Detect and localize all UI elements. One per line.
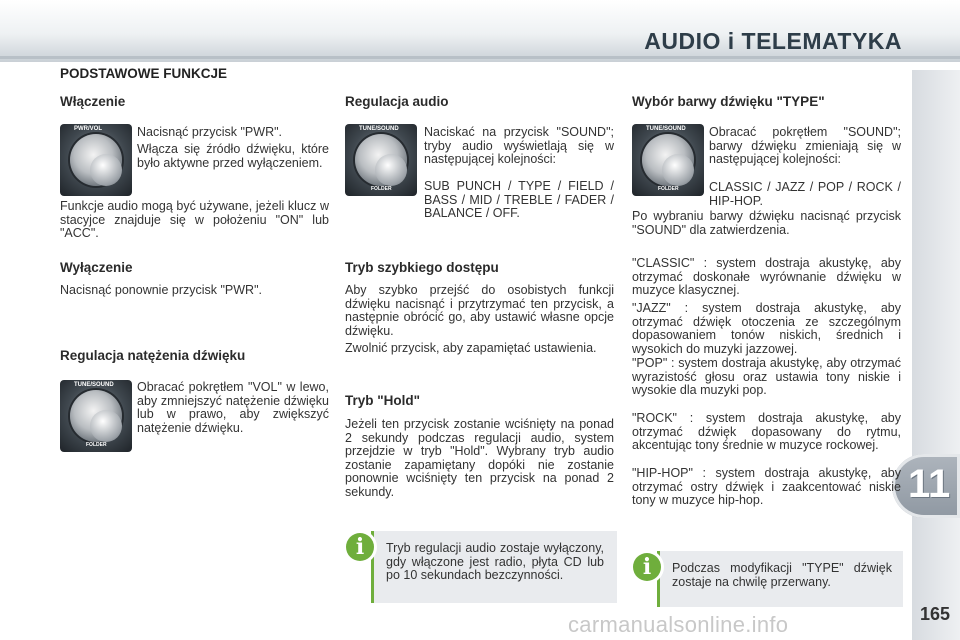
wylaczenie-text: Nacisnąć ponownie przycisk "PWR". — [60, 283, 262, 297]
heading-tryb-szybkiego: Tryb szybkiego dostępu — [345, 260, 499, 275]
section-title: PODSTAWOWE FUNKCJE — [60, 66, 228, 81]
heading-wybor-barwy: Wybór barwy dźwięku "TYPE" — [632, 94, 825, 109]
heading-regulacja-audio: Regulacja audio — [345, 94, 449, 109]
wybor-barwy-text-1: Obracać pokrętłem "SOUND"; barwy dźwięku zmieniają się w następującej kolejności: — [709, 125, 901, 166]
type-rock-text: "ROCK" : system dostraja akustykę, aby otrzymać dźwięk dopasowany do rytmu, akcentując tony średnie w muzyce rockowej. — [632, 411, 901, 452]
wlaczenie-text-2: Włącza się źródło dźwięku, które było aktywne przed wyłączeniem. — [137, 142, 329, 170]
type-hiphop-text: "HIP-HOP" : system dostraja akustykę, aby otrzymać ostry dźwięk i zaakcentować niskie tony w muzyce hip-hop. — [632, 466, 901, 507]
type-classic-text: "CLASSIC" : system dostraja akustykę, aby otrzymać doskonałe wyrównanie dźwięku w muzyce klasycznej. — [632, 256, 901, 297]
tune-sound-knob-icon — [632, 124, 704, 196]
knob-label-folder: FOLDER — [371, 186, 392, 192]
wlaczenie-text-3: Funkcje audio mogą być używane, jeżeli klucz w stacyjce znajduje się w położeniu "ON" lub "ACC". — [60, 199, 329, 240]
type-pop-text: "POP" : system dostraja akustykę, aby otrzymać wyrazistość głosu oraz ustawia tony niskie i wysokie dla muzyki pop. — [632, 356, 901, 397]
knob-label: PWR/VOL — [74, 126, 102, 132]
watermark: carmanualsonline.info — [568, 612, 789, 637]
regulacja-audio-text-1: Naciskać na przycisk "SOUND"; tryby audio wyświetlają się w następującej kolejności: — [424, 125, 614, 166]
heading-wylaczenie: Wyłączenie — [60, 260, 133, 275]
info-icon: i — [633, 553, 661, 581]
knob-label-folder: FOLDER — [86, 442, 107, 448]
heading-wlaczenie: Włączenie — [60, 94, 126, 109]
knob-label: TUNE/SOUND — [359, 126, 399, 132]
type-jazz-text: "JAZZ" : system dostraja akustykę, aby otrzymać dźwięk otoczenia ze szczególnym dopasowaniem tonów niskich, średnich i wysokich do muzyki jazzowej. — [632, 301, 901, 356]
tune-sound-knob-icon — [345, 124, 417, 196]
page-number: 165 — [920, 604, 951, 624]
tune-sound-knob-icon — [60, 380, 132, 452]
wlaczenie-text-1: Nacisnąć przycisk "PWR". — [137, 125, 283, 139]
regulacja-natezenia-text: Obracać pokrętłem "VOL" w lewo, aby zmniejszyć natężenie dźwięku lub w prawo, aby zwiększyć natężenie dźwięku. — [137, 380, 329, 435]
info-icon: i — [346, 533, 374, 561]
wybor-barwy-text-3: Po wybraniu barwy dźwięku nacisnąć przycisk "SOUND" dla zatwierdzenia. — [632, 209, 901, 237]
regulacja-audio-text-2: SUB PUNCH / TYPE / FIELD / BASS / MID / TREBLE / FADER / BALANCE / OFF. — [424, 179, 614, 220]
info-text: Tryb regulacji audio zostaje wyłączony, gdy włączone jest radio, płyta CD lub po 10 sekundach bezczynności. — [386, 541, 604, 582]
knob-label-folder: FOLDER — [658, 186, 679, 192]
chapter-number: 11 — [908, 462, 951, 506]
page-title: AUDIO i TELEMATYKA — [644, 28, 902, 54]
pwr-vol-knob-icon — [60, 124, 132, 196]
tryb-hold-text: Jeżeli ten przycisk zostanie wciśnięty na ponad 2 sekundy podczas regulacji audio, system przejdzie w tryb "Hold". Wybrany tryb audio zostanie zapamiętany dopóki nie zostanie ponownie wciśnięty ten przycisk na ponad 2 sekundy. — [345, 417, 614, 499]
heading-regulacja-natezenia: Regulacja natężenia dźwięku — [60, 348, 246, 363]
wybor-barwy-text-2: CLASSIC / JAZZ / POP / ROCK / HIP-HOP. — [709, 180, 901, 208]
knob-label: TUNE/SOUND — [74, 382, 114, 388]
tryb-szybkiego-text-2: Zwolnić przycisk, aby zapamiętać ustawienia. — [345, 341, 597, 355]
header-divider — [0, 56, 960, 59]
knob-label: TUNE/SOUND — [646, 126, 686, 132]
side-bar — [912, 70, 960, 640]
tryb-szybkiego-text-1: Aby szybko przejść do osobistych funkcji dźwięku nacisnąć i przytrzymać ten przycisk, a następnie obrócić go, aby ustawić własne opcje dźwięku. — [345, 283, 614, 338]
info-text: Podczas modyfikacji "TYPE" dźwięk zostaje na chwilę przerwany. — [672, 561, 892, 589]
heading-tryb-hold: Tryb "Hold" — [345, 393, 421, 408]
